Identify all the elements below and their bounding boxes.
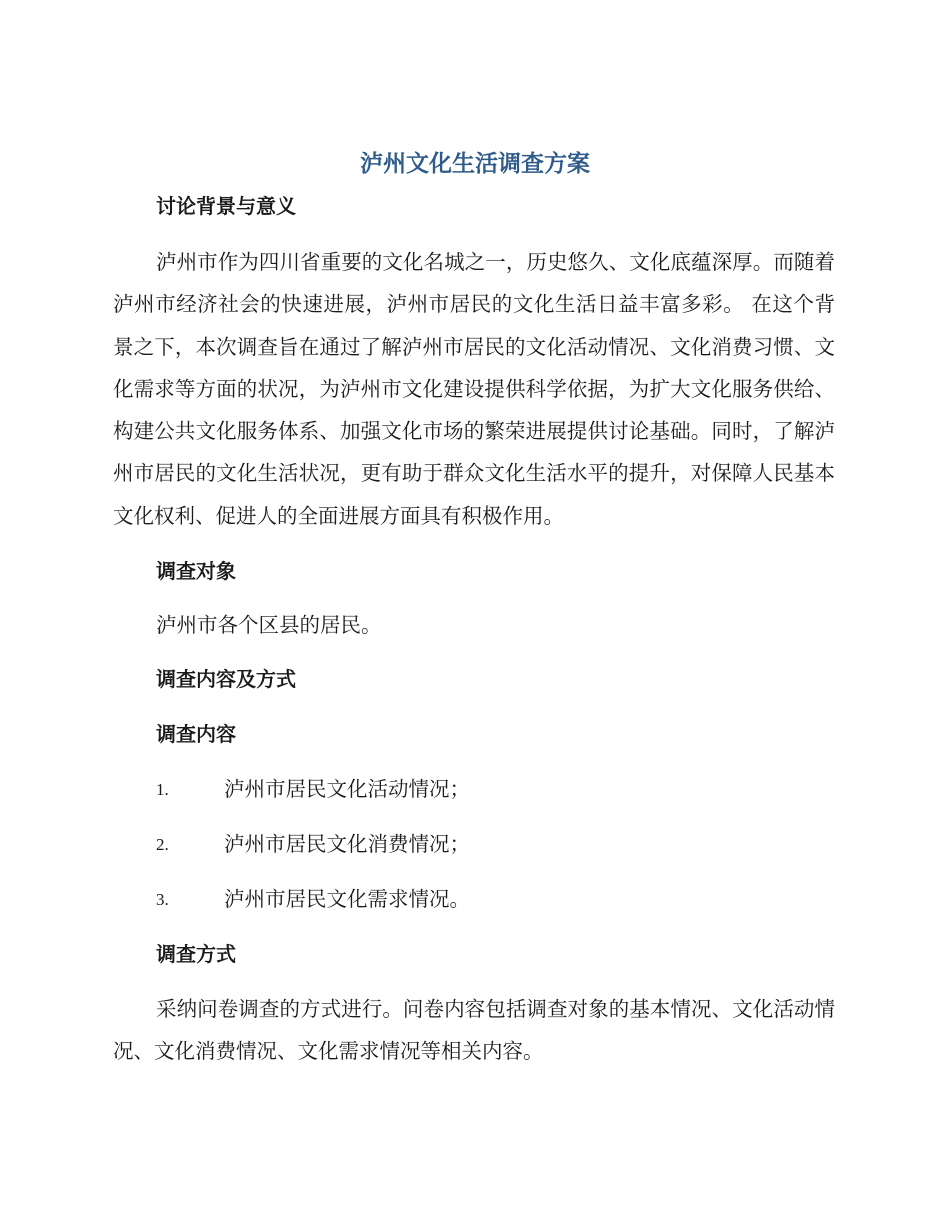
section-heading-background: 讨论背景与意义 <box>156 194 296 218</box>
list-item <box>156 775 836 803</box>
list-item-text: 泸州市居民文化消费情况； <box>224 832 470 856</box>
method-paragraph: 采纳问卷调查的方式进行。问卷内容包括调查对象的基本情况、文化活动情况、文化消费情况、文化需求情况等相关内容。 <box>113 997 835 1064</box>
list-item-number: 3. <box>156 890 169 909</box>
section-heading-method: 调查方式 <box>156 942 236 966</box>
list-item-text: 泸州市居民文化活动情况； <box>224 777 470 801</box>
section-heading-target: 调查对象 <box>156 559 236 583</box>
background-paragraph: 泸州市作为四川省重要的文化名城之一，历史悠久、文化底蕴深厚。而随着泸州市经济社会的快速进展，泸州市居民的文化生活日益丰富多彩。 在这个背景之下，本次调查旨在通过了解泸州市居民的文化活动情况、文化消费习惯、文化需求等方面的状况，为泸州市文化建设提供科学依据，为扩大文化服务供给、构建公共文化服务体系、加强文化市场的繁荣进展提供讨论基础。同时，了解泸州市居民的文化生活状况，更有助于群众文化生活水平的提升，对保障人民基本文化权利、促进人的全面进展方面具有积极作用。 <box>113 250 835 528</box>
document-title: 泸州文化生活调查方案 <box>360 151 590 177</box>
list-item-text: 泸州市居民文化需求情况。 <box>224 887 470 911</box>
list-item <box>156 885 836 913</box>
list-item <box>156 830 836 858</box>
target-text: 泸州市各个区县的居民。 <box>156 613 382 637</box>
section-heading-content: 调查内容 <box>156 722 236 746</box>
list-item-number: 2. <box>156 835 169 854</box>
section-heading-content-method: 调查内容及方式 <box>156 667 296 691</box>
list-item-number: 1. <box>156 780 169 799</box>
